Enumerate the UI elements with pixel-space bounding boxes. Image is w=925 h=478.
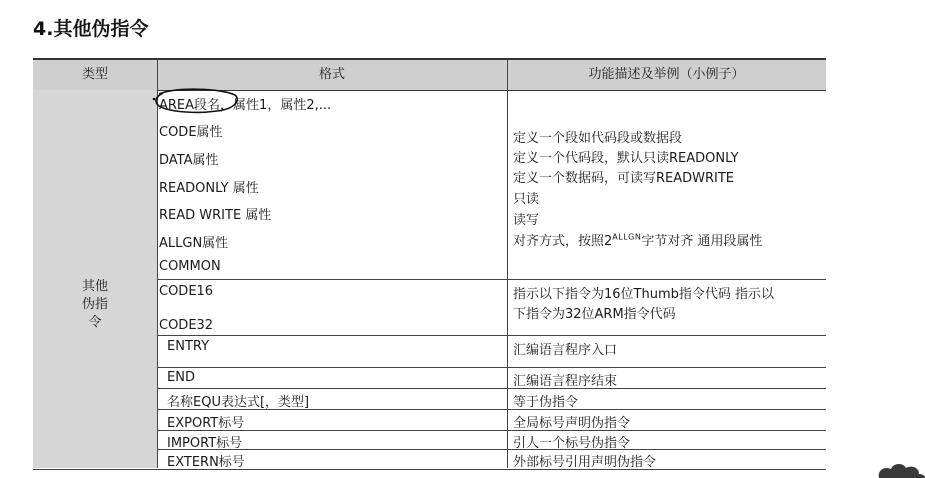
format-entry: ENTRY	[167, 339, 210, 354]
type-cell	[33, 90, 157, 468]
type-label	[33, 278, 157, 332]
format-equ: 名称EQU表达式[，类型]	[167, 395, 310, 410]
row-divider	[157, 335, 826, 336]
format-code: CODE属性	[159, 125, 223, 140]
column-divider	[507, 60, 508, 468]
type-label-line: 伪指	[81, 297, 108, 312]
format-area-attrs: ，属性1，属性2,...	[220, 98, 332, 113]
table-bottom	[33, 469, 826, 470]
desc-code32: 下指令为32位ARM指令代码	[513, 307, 676, 322]
row-divider	[157, 449, 826, 450]
desc-export: 全局标号声明伪指令	[513, 416, 631, 431]
desc-allgn	[513, 230, 763, 249]
format-readwrite: READ WRITE 属性	[159, 208, 272, 223]
directive-table	[33, 58, 826, 468]
column-divider	[157, 60, 158, 468]
format-code32: CODE32	[159, 318, 214, 333]
type-label-line: 其他	[81, 279, 108, 294]
page-title: 4.其他伪指令	[33, 18, 149, 40]
desc-allgn-pre: 对齐方式，按照2	[513, 234, 613, 249]
desc-data: 定义一个数据码，可读写READWRITE	[513, 171, 735, 186]
cloud-icon	[875, 460, 925, 478]
desc-equ: 等于伪指令	[513, 395, 579, 410]
row-divider	[157, 367, 826, 368]
desc-code: 定义一个代码段，默认只读READONLY	[513, 151, 739, 166]
header-format: 格式	[318, 67, 345, 82]
header-description: 功能描述及举例（小例子）	[588, 67, 745, 82]
desc-import: 引人一个标号伪指令	[513, 436, 631, 451]
row-divider	[157, 279, 826, 280]
desc-readwrite: 读写	[513, 213, 540, 228]
format-data: DATA属性	[159, 153, 219, 168]
desc-area: 定义一个段如代码段或数据段	[513, 131, 683, 146]
format-area	[159, 94, 331, 113]
desc-entry: 汇编语言程序入口	[513, 343, 618, 358]
desc-readonly: 只读	[513, 192, 540, 207]
format-readonly: READONLY 属性	[159, 181, 259, 196]
header-type: 类型	[81, 67, 108, 82]
desc-end: 汇编语言程序结束	[513, 374, 618, 389]
desc-allgn-sup: ALLGN	[612, 232, 642, 242]
format-common: COMMON	[159, 259, 221, 274]
desc-code16: 指示以下指令为16位Thumb指令代码 指示以	[513, 287, 775, 302]
format-allgn: ALLGN属性	[159, 236, 229, 251]
row-divider	[157, 430, 826, 431]
format-export: EXPORT标号	[167, 416, 245, 431]
format-code16: CODE16	[159, 284, 214, 299]
format-extern: EXTERN标号	[167, 455, 245, 470]
row-divider	[157, 388, 826, 389]
type-label-line: 令	[88, 315, 102, 330]
format-import: IMPORT标号	[167, 436, 243, 451]
format-end: END	[167, 370, 195, 385]
desc-allgn-post: 字节对齐 通用段属性	[641, 234, 763, 249]
desc-extern: 外部标号引用声明伪指令	[513, 455, 657, 470]
format-area-name: AREA段名	[159, 98, 221, 113]
